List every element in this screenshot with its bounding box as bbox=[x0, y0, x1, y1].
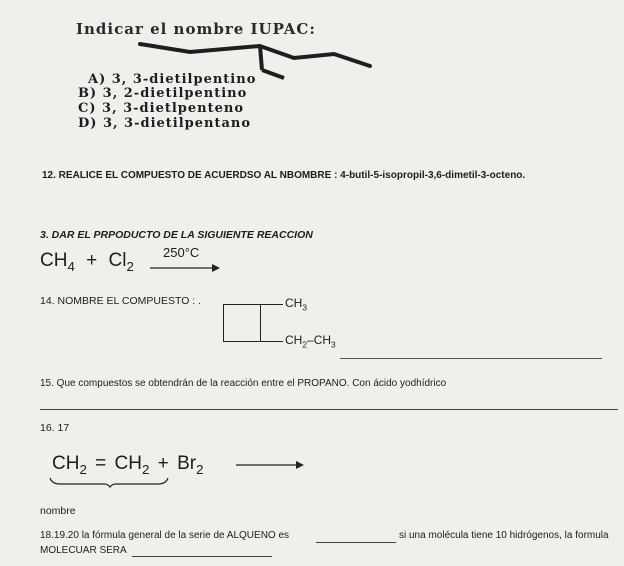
reactant-cl2: $Cl_2$ bbox=[108, 250, 134, 274]
question-15: 15. Que compuestos se obtendrán de la reacción entre el PROPANO. Con ácido yodhídrico bbox=[40, 378, 447, 389]
plus-sign: + bbox=[86, 250, 98, 271]
iupac-option-d[interactable]: D) 3, 3-dietilpentano bbox=[78, 116, 252, 131]
bond-ethyl bbox=[261, 341, 283, 342]
question-12: 12. REALICE EL COMPUESTO DE ACUERDSO AL NBOMBRE : 4-butil-5-isopropil-3,6-dimetil-3-octeno. bbox=[42, 170, 526, 181]
iupac-option-b[interactable]: B) 3, 2-dietilpentino bbox=[78, 86, 248, 101]
underbrace bbox=[48, 476, 170, 488]
double-bond-sign: = bbox=[95, 453, 107, 474]
iupac-option-c[interactable]: C) 3, 3-dietlpenteno bbox=[78, 101, 245, 116]
bond-methyl bbox=[261, 304, 283, 305]
question-18-19-20-part1: 18.19.20 la fórmula general de la serie de ALQUENO es bbox=[40, 530, 290, 541]
ethyl-substituent: $CH_2-CH_3$ bbox=[285, 333, 336, 350]
reaction-condition: 250°C bbox=[163, 245, 200, 260]
cyclobutane-ring bbox=[223, 304, 261, 342]
plus-sign: + bbox=[157, 453, 169, 474]
methyl-substituent: $CH_3$ bbox=[285, 296, 308, 313]
answer-line-18-formula[interactable] bbox=[316, 542, 396, 543]
iupac-option-a[interactable]: A) 3, 3-dietilpentino bbox=[88, 72, 257, 87]
question-14: 14. NOMBRE EL COMPUESTO : . bbox=[40, 295, 202, 307]
nombre-label: nombre bbox=[40, 505, 76, 517]
answer-line-15[interactable] bbox=[40, 409, 618, 410]
answer-line-molecular-formula[interactable] bbox=[132, 556, 272, 557]
reactant-ch2-b: $CH_2$ bbox=[114, 453, 150, 477]
reaction-arrow-16 bbox=[236, 459, 304, 471]
question-3-title: 3. DAR EL PRPODUCTO DE LA SIGUIENTE REACCION bbox=[40, 229, 313, 241]
reactant-ch4: $CH_4$ bbox=[40, 250, 75, 274]
question-18-19-20-part2: si una molécula tiene 10 hidrógenos, la formula bbox=[399, 530, 609, 541]
reactant-ch2-a: $CH_2$ bbox=[52, 453, 87, 477]
reaction-16 bbox=[52, 453, 203, 477]
iupac-prompt: Indicar el nombre IUPAC: bbox=[76, 20, 316, 38]
question-18-19-20-line2: MOLECUAR SERA bbox=[40, 545, 127, 556]
reactant-br2: $Br_2$ bbox=[177, 453, 204, 477]
reaction-3 bbox=[40, 250, 134, 274]
reaction-arrow-3 bbox=[150, 262, 220, 274]
question-16-17-label: 16. 17 bbox=[40, 422, 70, 434]
answer-line-14[interactable] bbox=[340, 358, 602, 359]
